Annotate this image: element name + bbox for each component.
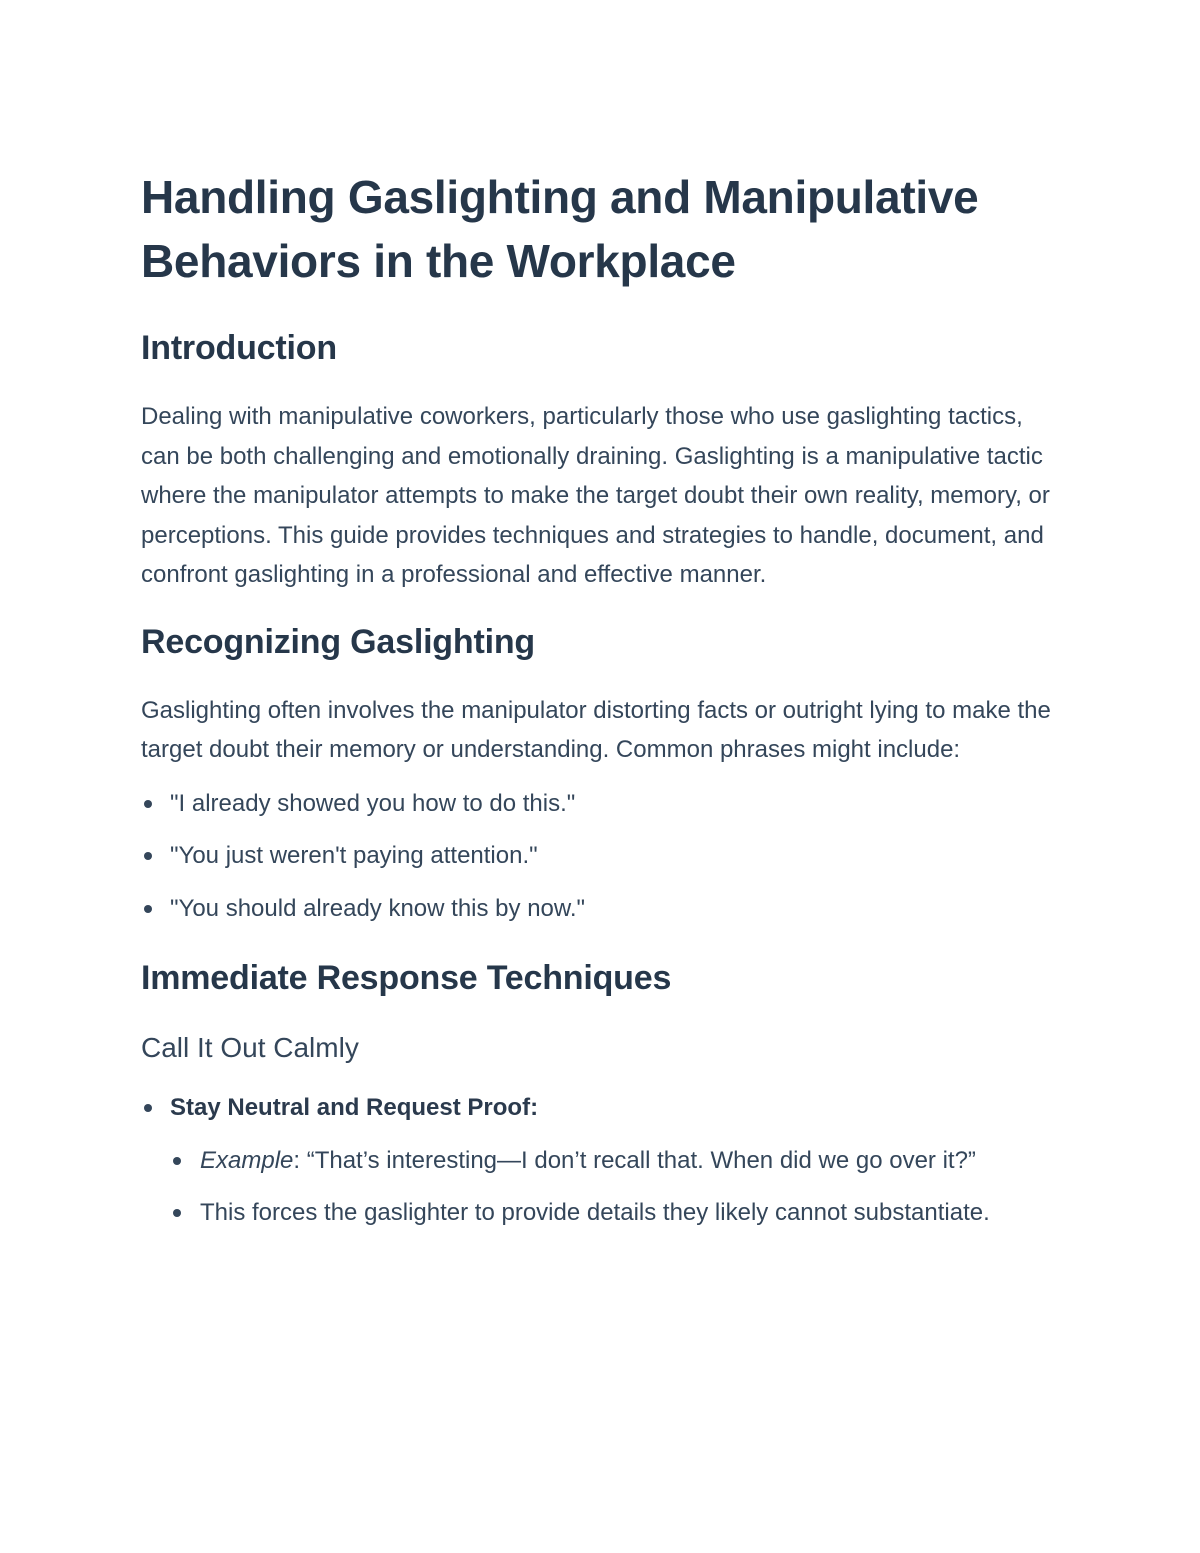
bullet-icon	[173, 1157, 181, 1165]
technique-list	[141, 1088, 1060, 1128]
list-item-text: "You just weren't paying attention."	[170, 842, 538, 869]
bullet-icon	[173, 1209, 181, 1217]
list-item	[141, 784, 1060, 824]
list-item	[141, 889, 1060, 929]
technique-sublist	[141, 1141, 1060, 1233]
list-item-text: "I already showed you how to do this."	[170, 789, 576, 817]
example-text: : “That’s interesting—I don’t recall that. When did we go over it?”	[293, 1146, 976, 1174]
section-heading-introduction: Introduction	[141, 329, 337, 367]
document-title: Handling Gaslighting and Manipulative Behaviors in the Workplace	[141, 171, 979, 287]
example-label: Example	[200, 1146, 294, 1174]
list-item	[141, 1193, 1060, 1233]
bullet-icon	[144, 1104, 152, 1112]
technique-note: This forces the gaslighter to provide details they likely cannot substantiate.	[200, 1199, 990, 1226]
section-heading-recognizing: Recognizing Gaslighting	[141, 622, 535, 661]
list-item-text: "You should already know this by now."	[170, 894, 586, 922]
bullet-icon	[144, 905, 152, 913]
bullet-icon	[144, 852, 152, 860]
technique-label: Stay Neutral and Request Proof:	[170, 1094, 539, 1121]
recognizing-paragraph: Gaslighting often involves the manipulator distorting facts or outright lying to make the target doubt their memory or understanding. Common phrases might include:	[141, 696, 1051, 763]
section-heading-immediate-response: Immediate Response Techniques	[141, 959, 672, 997]
list-item	[141, 1141, 1060, 1181]
list-item	[141, 1088, 1060, 1128]
bullet-icon	[144, 800, 152, 808]
introduction-paragraph: Dealing with manipulative coworkers, particularly those who use gaslighting tactics, can be both challenging and emotionally draining. Gaslighting is a manipulative tactic where the manipulator attempts to make the target doubt their own reality, memory, or perceptions. This guide provides techniques and strategies to handle, document, and confront gaslighting in a professional and effective manner.	[141, 403, 1050, 588]
gaslighting-phrases-list	[141, 784, 1060, 929]
list-item	[141, 836, 1060, 876]
subsection-heading-call-it-out: Call It Out Calmly	[141, 1032, 359, 1063]
